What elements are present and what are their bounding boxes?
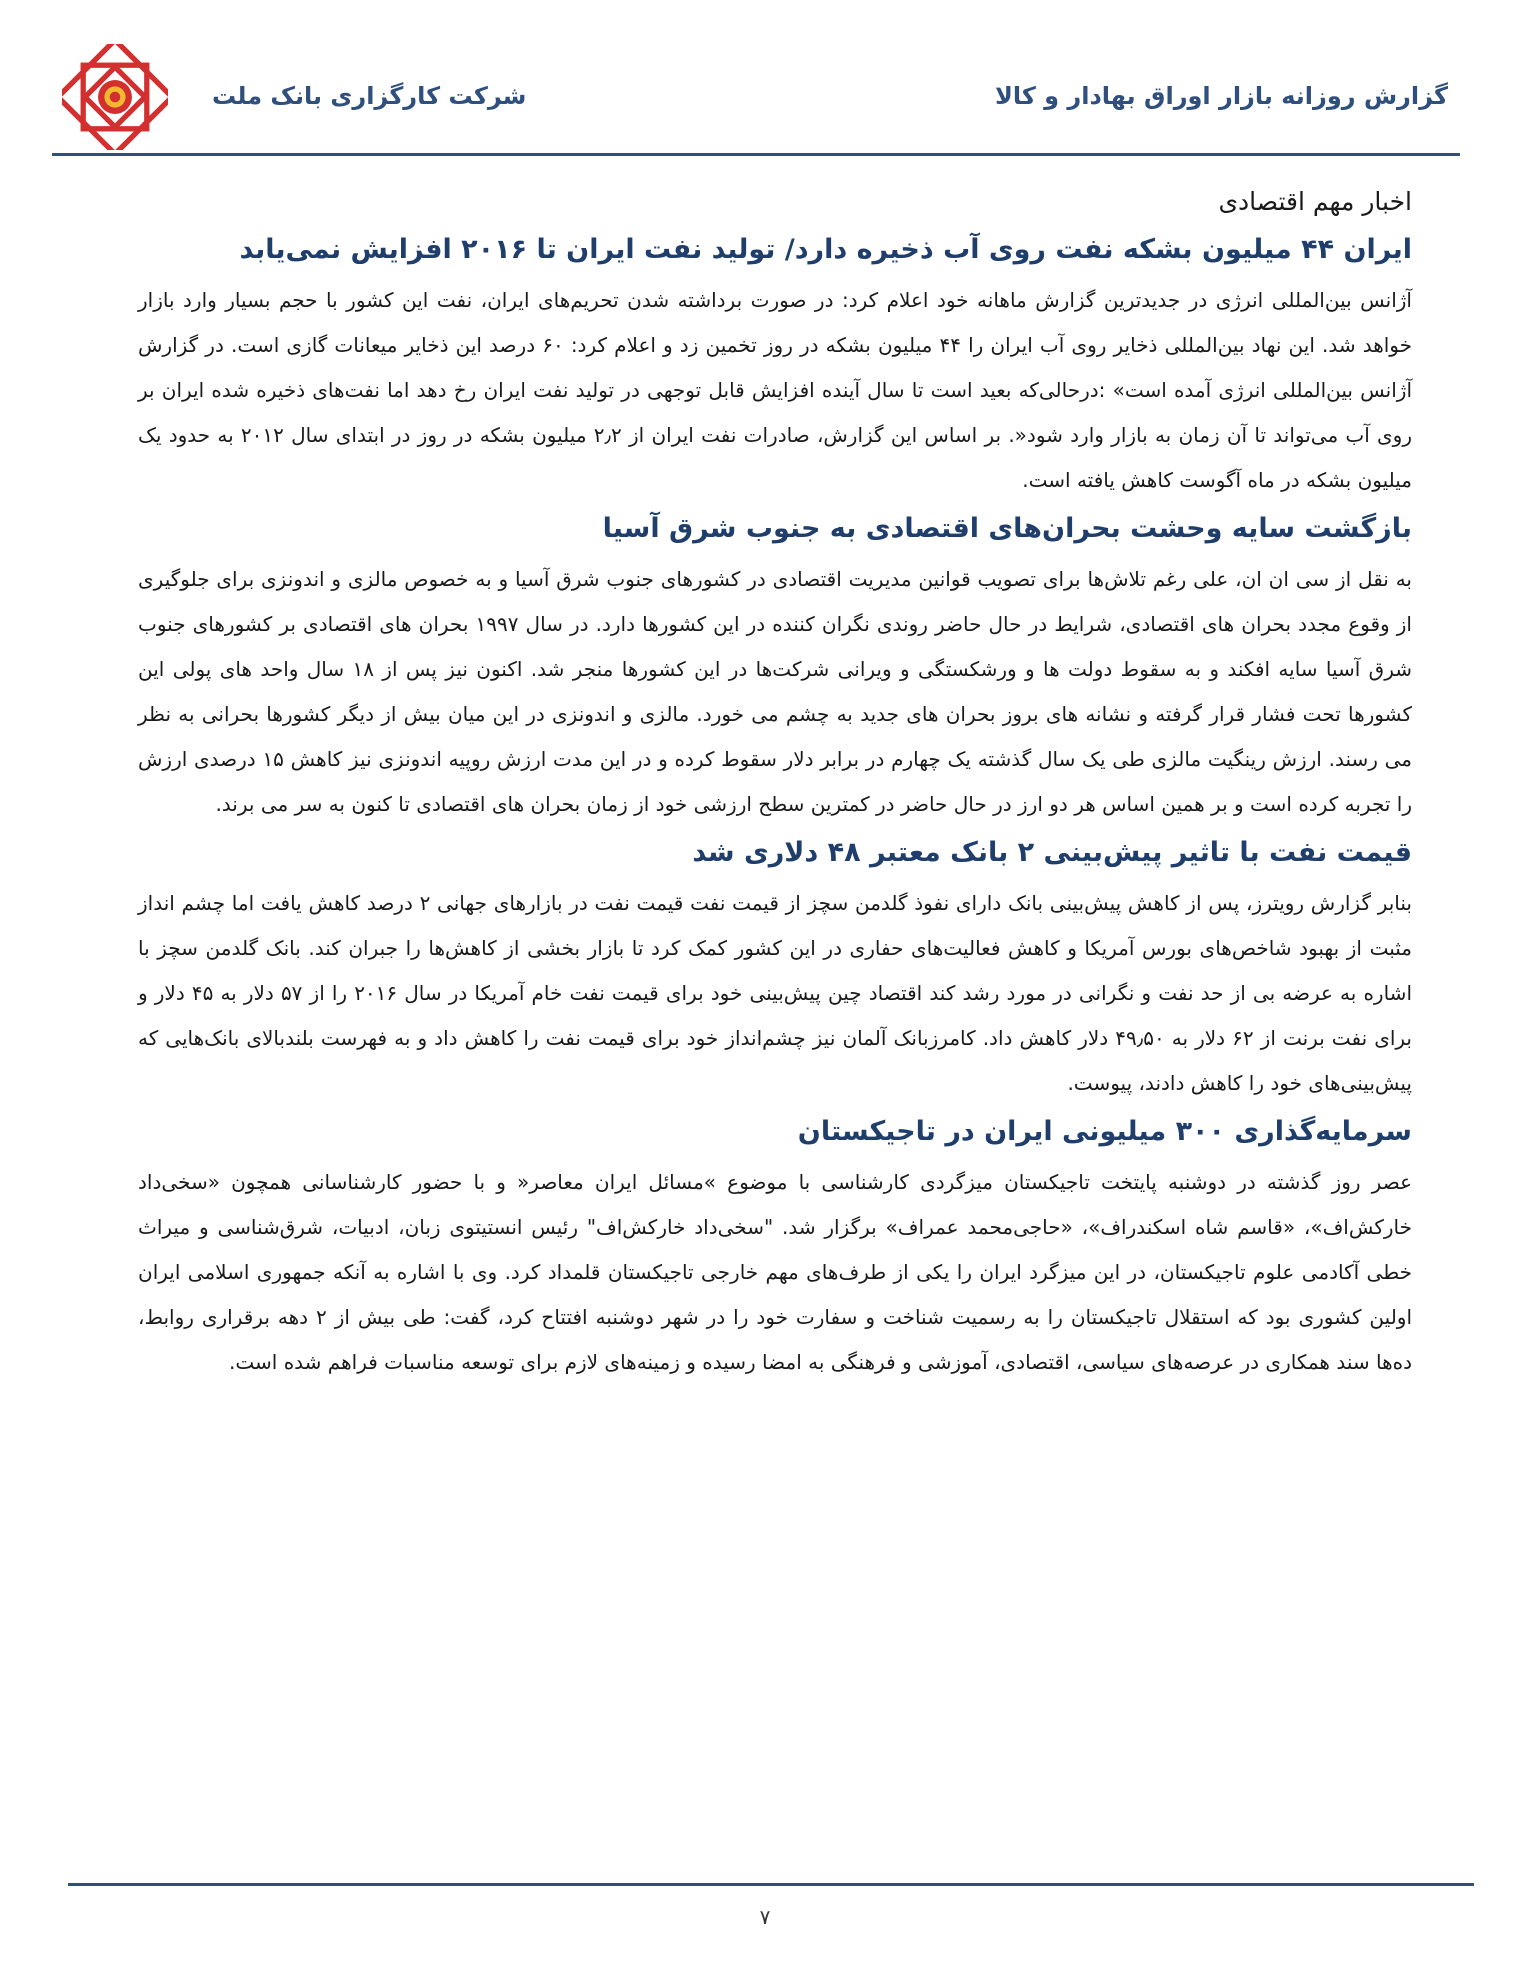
article-title: قیمت نفت با تاثیر پیش‌بینی ۲ بانک معتبر ۴۸ دلاری شد (692, 837, 1412, 868)
company-name: شرکت کارگزاری بانک ملت (212, 82, 527, 110)
article-body: آژانس بین‌المللی انرژی در جدیدترین گزارش ماهانه خود اعلام کرد: در صورت برداشته شدن تحریم‌های ایران، نفت این کشور با حجم بسیار وارد بازار خواهد شد. این نهاد بین‌المللی ذخایر روی آب ایران را ۴۴ میلیون بشکه در روز تخمین زد و اعلام کرد: ۶۰ درصد این ذخایر میعانات گازی است. در گزارش آژانس بین‌المللی انرژی آمده است» :درحالی‌که بعید است تا سال آینده افزایش قابل توجهی در تولید نفت ایران رخ دهد اما نفت‌های ذخیره شده ایران بر روی آب می‌تواند تا آن زمان به بازار وارد شود«. بر اساس این گزارش، صادرات نفت ایران از ۲٫۲ میلیون بشکه در روز در ابتدای سال ۲۰۱۲ به حدود یک میلیون بشکه در ماه آگوست کاهش یافته است. (138, 288, 1413, 492)
article-body: به نقل از سی ان ان، علی رغم تلاش‌ها برای تصویب قوانین مدیریت اقتصادی در کشورهای جنوب شرق آسیا و به خصوص مالزی و اندونزی برای جلوگیری از وقوع مجدد بحران های اقتصادی، شرایط در حال حاضر روندی نگران کننده در این کشورها دارد. در سال ۱۹۹۷ بحران های اقتصادی بر کشورهای جنوب شرق آسیا سایه افکند و به سقوط دولت ها و ورشکستگی و ویرانی شرکت‌ها در این کشورها منجر شد. اکنون نیز پس از ۱۸ سال واحد های پولی این کشورها تحت فشار قرار گرفته و نشانه های بروز بحران های جدید به چشم می خورد. مالزی و اندونزی در این میان بیش از دیگر کشورها بحرانی به نظر می رسند. ارزش رینگیت مالزی طی یک سال گذشته یک چهارم در برابر دلار سقوط کرده و در این مدت ارزش روپیه اندونزی نیز کاهش ۱۵ درصدی ارزش را تجربه کرده است و بر همین اساس هر دو ارز در حال حاضر در کمترین سطح ارزشی خود از زمان بحران های اقتصادی تا کنون به سر می برند. (138, 567, 1412, 816)
article-title: بازگشت سایه وحشت بحران‌های اقتصادی به جنوب شرق آسیا (602, 513, 1412, 544)
header-divider (52, 153, 1460, 156)
article-southeast-asia-crisis (138, 509, 1412, 827)
article-iran-oil-storage (138, 230, 1412, 503)
article-oil-price-forecast (138, 833, 1412, 1106)
report-title: گزارش روزانه بازار اوراق بهادار و کالا (994, 82, 1448, 110)
main-content (138, 184, 1412, 1391)
footer-divider (68, 1883, 1474, 1886)
article-title: سرمایه‌گذاری ۳۰۰ میلیونی ایران در تاجیکستان (797, 1116, 1412, 1147)
page-number: ۷ (759, 1905, 771, 1929)
bank-mellat-logo-icon (62, 44, 168, 150)
article-tajikistan-investment (138, 1112, 1412, 1385)
article-body: عصر روز گذشته در دوشنبه پایتخت تاجیکستان میزگردی کارشناسی با موضوع »مسائل ایران معاصر« و با حضور کارشناسانی همچون «سخی‌داد خارکش‌اف»، «قاسم شاه اسکندراف»، «حاجی‌محمد عمراف» برگزار شد. "سخی‌داد خارکش‌اف" رئیس انستیتوی زبان، ادبیات، شرق‌شناسی و میراث خطی آکادمی علوم تاجیکستان، در این میزگرد ایران را یکی از طرف‌های مهم خارجی تاجیکستان قلمداد کرد. وی با اشاره به آنکه جمهوری اسلامی ایران اولین کشوری بود که استقلال تاجیکستان را به رسمیت شناخت و سفارت خود را در شهر دوشنبه افتتاح کرد، گفت: طی بیش از ۲ دهه برقراری روابط، ده‌ها سند همکاری در عرصه‌های سیاسی، اقتصادی، آموزشی و فرهنگی به امضا رسیده و زمینه‌های لازم برای توسعه مناسبات فراهم شده است. (138, 1170, 1413, 1374)
section-label: اخبار مهم اقتصادی (1218, 187, 1412, 216)
article-body: بنابر گزارش رویترز، پس از کاهش پیش‌بینی بانک دارای نفوذ گلدمن سچز از قیمت نفت قیمت نفت در بازارهای جهانی ۲ درصد کاهش یافت اما چشم انداز مثبت از بهبود شاخص‌های بورس آمریکا و کاهش فعالیت‌های حفاری در این کشور کمک کرد تا بازار بخشی از کاهش‌ها را جبران کند. بانک گلدمن سچز با اشاره به عرضه بی از حد نفت و نگرانی در مورد رشد کند اقتصاد چین پیش‌بینی خود برای قیمت نفت خام آمریکا در سال ۲۰۱۶ را از ۵۷ دلار به ۴۵ دلار و برای نفت برنت از ۶۲ دلار به ۴۹٫۵۰ دلار کاهش داد. کامرزبانک آلمان نیز چشم‌انداز خود برای قیمت نفت را کاهش داد و به فهرست بلندبالای بانک‌هایی که پیش‌بینی‌های خود را کاهش دادند، پیوست. (138, 891, 1413, 1095)
article-title: ایران ۴۴ میلیون بشکه نفت روی آب ذخیره دارد/ تولید نفت ایران تا ۲۰۱۶ افزایش نمی‌یابد (239, 234, 1412, 265)
